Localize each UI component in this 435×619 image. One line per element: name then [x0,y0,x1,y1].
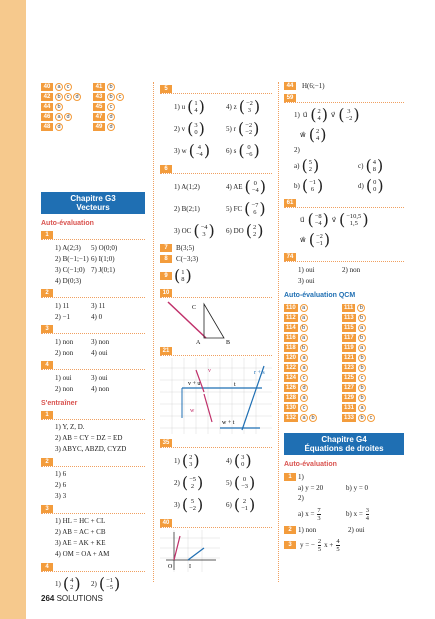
chapter-title: Chapitre G4 [321,435,367,444]
answer: 3) AE = AK + KE [55,539,106,547]
point-label-b: B [226,340,231,346]
answer-letter: c [64,93,72,101]
question-number: 123 [344,365,355,371]
exercise-number: 8 [160,255,172,263]
vector-label: t [234,382,236,388]
qcm-entry [342,324,400,332]
exercise-number: 10 [160,289,172,297]
question-number: 121 [344,355,355,361]
answer-label: 2) v [174,125,186,133]
answer: 1) Y, Z, D. [55,423,85,431]
qcm-row [284,333,404,343]
answer-letter: b [107,93,115,101]
vector-label: w + t [222,420,235,426]
answer: H(6;−1) [302,82,325,90]
column-3: 44 H(6;−1) 59 1) u⃗ ( 2 4 ) v⃗ ( 3 −2 ) w⃗ ( 2 4 ) 2) a) ( 5 2 ) c) ( 4 8 ) b) ( −1 6 ) d) ( 0 0 ) 61 u⃗ ( −8 −4 ) v⃗ ( −10,5 1,5 ) w⃗ ( −2 −1 ) 74 1) oui 2) non 3) oui Auto-évaluation QCM 110 a 111 b 112 a 113 b 114 b 115 a 116 a 117 b 118 b 119 a 120 a 121 b 122 a 123 b 124 c 125 c 126 d 127 b 128 a 129 b 130 c 131 a 132 a b 133 b c Chapitre G4 Équations de droites Auto-évaluation 1 1) a) y = 20 b) y = 0 2) a) x = 7 3 b) x = 3 4 2 1) non 2) oui 3 y = − 2 5 x + 4 5 [284,82,404,555]
column-vector: ( −1 −5 ) [98,574,121,593]
fraction: 2 5 [317,537,322,553]
column-1 [41,82,145,594]
answer-letter: d [300,384,308,392]
answer: 4) non [91,384,110,393]
question-number: 112 [286,315,296,321]
answer-letter: a [300,394,308,402]
qcm-row [284,303,404,313]
answer-letter: a [300,364,308,372]
exercise-number: 5 [160,85,172,93]
answer-letter: d [73,93,81,101]
question-number: 129 [344,395,355,401]
answer-row [160,472,272,494]
question-number: 119 [344,345,354,351]
answer-letter: b [358,414,366,422]
answer: y = − [300,541,315,549]
answer-letter: a [358,404,366,412]
vector-label: r + s [254,370,265,376]
answer: 1) A(2;3) [55,243,81,252]
qcm-row [284,353,404,363]
qcm-answers-40-49 [41,82,145,132]
qcm-row [284,373,404,383]
column-vector: ( 0 −6 ) [238,141,260,160]
column-vector: ( 1 8 ) [174,266,192,285]
answer: B(3;5) [176,244,195,252]
answer: 1) oui [298,265,315,274]
answer-label: 2) B(2;1) [174,205,200,213]
qcm-row [41,122,145,132]
question-number: 40 [41,83,53,91]
answer-letter: a [300,304,308,312]
answer-label: 6) s [226,147,237,155]
answer-letter: b [358,334,366,342]
answer-letter: a [55,113,63,121]
answer: 4) OM = OA + AM [55,550,110,558]
answer-row [160,220,272,242]
answer: 2) non [342,265,361,274]
question-number: 133 [344,415,355,421]
column-vector: ( −5 2 ) [181,473,204,492]
qcm-entry [342,404,400,412]
column-vector: ( 0 0 ) [365,176,384,195]
answer-label: 1) u [174,103,186,111]
answer-letter: b [300,324,308,332]
question-number: 48 [41,123,53,131]
column-vector: ( −2 −1 ) [308,230,331,249]
answer-letter: c [116,93,124,101]
answer: 2) 6 [55,481,67,489]
answer-letter: d [64,113,72,121]
qcm-entry [284,414,342,422]
answer-row [160,494,272,516]
column-vector: ( −4 3 ) [193,221,215,240]
qcm-row [284,323,404,333]
answer-label: 5) FC [226,205,243,213]
qcm-entry [93,103,145,111]
question-number: 127 [344,385,355,391]
footer-label: SOLUTIONS [56,594,103,603]
column-vector: ( 3 −2 ) [338,105,360,124]
answer-label: 4) AE [226,183,243,191]
qcm-entry [342,354,400,362]
column-vector: ( 5 2 ) [301,156,320,175]
qcm-entry [93,93,145,101]
page-margin-band [0,0,26,619]
answer-label: 3) w [174,147,187,155]
question-number: 120 [286,355,297,361]
column-vector: ( 3 0 ) [233,451,252,470]
qcm-row [284,403,404,413]
answer-letter: d [55,123,63,131]
column-vector: ( 2 2 ) [245,221,264,240]
column-vector: ( −2 −2 ) [237,119,260,138]
answer-row [160,198,272,220]
exercise-number: 2 [284,526,296,534]
vector-label: w [190,408,195,414]
answer-label: 2) [174,479,180,487]
answer-label: 3) [174,501,180,509]
answer-label: 6) DO [226,227,244,235]
qcm-entry [41,123,93,131]
page-footer [41,594,103,603]
answer-row [160,176,272,198]
answer-label: 1) [55,580,61,588]
question-number: 47 [93,113,105,121]
answer: 2) AB = CY = DZ = ED [55,434,123,442]
answer-letter: b [358,364,366,372]
exercise-number: 74 [284,253,296,261]
answer: b) y = 0 [346,483,369,492]
exercise-number: 7 [160,244,172,252]
exercise-5-answers [160,96,272,162]
vector-label: v [208,368,211,374]
section-s-entrainer: S'entraîner [41,400,78,407]
answer: 2) non [55,348,74,357]
qcm-entry [41,103,93,111]
question-number: 118 [286,345,296,351]
qcm-entry [41,113,93,121]
chapter-g3-banner [41,192,145,214]
answer: 5) O(0;0) [91,243,118,252]
answer: 4) D(0;3) [55,276,82,285]
answer-letter: b [309,414,317,422]
answer-letter: a [55,83,63,91]
question-number: 116 [286,335,296,341]
exercise-number: 4 [41,361,53,369]
column-vector: ( 0 −4 ) [244,177,266,196]
answer-label: 1) [298,473,304,481]
answer: 1) oui [55,373,72,382]
answer-letter: c [358,374,366,382]
question-number: 131 [344,405,355,411]
fraction: 3 4 [365,506,370,522]
question-number: 126 [286,385,297,391]
answer-label: 2) [298,494,304,502]
figure-axes [160,530,220,572]
question-number: 114 [286,325,296,331]
answer-letter: b [107,83,115,91]
answer-letter: d [107,123,115,131]
answer-label: 1) A(1;2) [174,183,200,191]
column-vector: ( −2 3 ) [238,97,261,116]
qcm-entry [41,93,93,101]
qcm-entry [284,314,342,322]
vector-label: v + u [188,381,201,387]
exercise-number: 3 [41,325,53,333]
answer: 3) C(−1;0) [55,265,85,274]
answer-letter: b [300,344,308,352]
column-vector: ( −10,5 1,5 ) [339,210,369,229]
chapter-subtitle: Vecteurs [76,203,110,212]
question-number: 130 [286,405,297,411]
answer: 1) non [298,525,317,534]
qcm-entry [342,304,400,312]
answer-row [160,450,272,472]
column-vector: ( 0 −3 ) [233,473,256,492]
qcm-entry [284,384,342,392]
point-label-c: C [192,305,197,311]
answer-letter: c [107,103,115,111]
answer: 6) I(1;0) [91,254,115,263]
qcm-entry [284,334,342,342]
answer-letter: c [300,404,308,412]
answer-letter: b [55,93,63,101]
answer: 2) AB = AC + CB [55,528,106,536]
answer: 3) 3 [55,492,67,500]
qcm-entry [342,344,400,352]
answer-row [160,140,272,162]
qcm-entry [342,364,400,372]
answer: 7) J(0;1) [91,265,115,274]
column-2 [160,82,272,574]
unit-label: I [189,564,191,570]
qcm-entry [284,394,342,402]
answer: 2) non [55,384,74,393]
answer-letter: c [300,374,308,382]
qcm-row [41,82,145,92]
answer-letter: d [107,113,115,121]
qcm-entry [342,394,400,402]
exercise-35-answers [160,450,272,516]
answer-row [160,118,272,140]
answer: 4) oui [91,348,108,357]
qcm-row [284,343,404,353]
chapter-subtitle: Équations de droites [304,444,384,453]
question-number: 41 [93,83,105,91]
question-number: 125 [344,375,355,381]
column-divider [153,82,154,582]
exercise-number: 40 [160,519,172,527]
qcm-row [41,102,145,112]
answer: 3) 11 [91,301,106,310]
fraction: 4 5 [336,537,340,553]
answer-letter: a [300,314,308,322]
question-number: 128 [286,395,297,401]
qcm-row [41,112,145,122]
answer-label: 4) [226,457,232,465]
answer-label: 1) [294,111,300,119]
exercise-number: 6 [160,165,172,173]
question-number: 113 [344,315,354,321]
column-vector: ( 2 4 ) [308,125,327,144]
answer-label: 6) [226,501,232,509]
column-vector: ( 2 4 ) [310,105,329,124]
qcm-row [284,413,404,423]
answer-letter: b [358,354,366,362]
qcm-row [284,393,404,403]
answer-letter: a [300,354,308,362]
exercise-number: 1 [41,411,53,419]
qcm-entry [342,414,400,422]
column-vector: ( 4 −4 ) [188,141,211,160]
column-vector: ( −8 −4 ) [307,210,329,229]
exercise-number: 3 [41,505,53,513]
qcm-entry [284,364,342,372]
answer: 1) non [55,337,74,346]
answer-letter: b [358,394,366,402]
answer: 2) −1 [55,312,71,321]
exercise-number: 35 [160,439,172,447]
answer: x + [324,541,334,549]
answer: 2) B(−1;−1) [55,254,89,263]
question-number: 45 [93,103,105,111]
question-number: 115 [344,325,354,331]
answer: 2) oui [348,525,365,534]
qcm-entry [342,374,400,382]
qcm-entry [342,334,400,342]
column-vector: ( 2 3 ) [181,451,200,470]
question-number: 132 [286,415,297,421]
answer: 4) 0 [91,312,103,321]
qcm-row [284,363,404,373]
section-auto-evaluation: Auto-évaluation [284,461,337,468]
question-number: 43 [93,93,105,101]
exercise-number: 21 [160,347,172,355]
chapter-title: Chapitre G3 [70,194,116,203]
exercise-number: 61 [284,199,296,207]
page-number: 264 [41,594,55,603]
question-number: 124 [286,375,297,381]
qcm-row [41,92,145,102]
qcm-entry [41,83,93,91]
column-vector: ( −1 6 ) [301,176,324,195]
origin-label: O [168,564,173,570]
point-label-a: A [196,340,201,346]
answer-letter: b [357,304,365,312]
question-number: 110 [286,305,296,311]
answer: 3) non [91,337,110,346]
qcm-entry [342,384,400,392]
exercise-number: 9 [160,272,172,280]
column-vector: ( 4 8 ) [365,156,384,175]
exercise-number: 1 [284,473,296,481]
answer: 1) HL = HC + CL [55,517,106,525]
exercise-number: 2 [41,289,53,297]
qcm-entry [342,314,400,322]
qcm-entry [93,123,145,131]
answer: 3) oui [298,276,315,285]
qcm-entry [93,83,145,91]
question-number: 46 [41,113,53,121]
qcm-entry [284,344,342,352]
answer-label: 5) r [226,125,236,133]
question-number: 122 [286,365,297,371]
question-number: 111 [344,305,354,311]
exercise-number: 3 [284,541,296,549]
answer-letter: a [358,344,366,352]
fraction: 7 3 [317,506,321,522]
answer-label: 2) [294,146,300,154]
qcm-row [284,383,404,393]
answer-letter: b [55,103,63,111]
column-vector: ( 5 −2 ) [181,495,204,514]
answer-label: 2) [91,580,97,588]
chapter-g4-banner [284,433,404,455]
section-auto-evaluation: Auto-évaluation [41,220,94,227]
answer: 1) 6 [55,470,67,478]
exercise-number: 1 [41,231,53,239]
answer-letter: b [358,384,366,392]
answer-letter: c [64,83,72,91]
qcm-entry [284,354,342,362]
answer-letter: a [358,324,366,332]
question-number: 42 [41,93,53,101]
question-number: 49 [93,123,105,131]
answer: 3) ABYC, ABZD, CYZD [55,445,127,453]
column-vector: ( 3 0 ) [187,119,205,138]
answer-letter: c [367,414,375,422]
figure-vector-grid [160,358,272,434]
qcm-entry [284,404,342,412]
answer: 3) oui [91,373,108,382]
qcm-row [284,313,404,323]
column-vector: ( 4 2 ) [62,574,81,593]
answer-label: 3) OC [174,227,192,235]
column-vector: ( 2 −1 ) [233,495,256,514]
exercise-number: 59 [284,94,296,102]
question-number: 44 [41,103,53,111]
qcm-entry [284,304,342,312]
answer: C(−3;3) [176,255,199,263]
qcm-entry [284,324,342,332]
answer: a) y = 20 [298,483,324,492]
exercise-number: 2 [41,458,53,466]
column-vector: ( 1 4 ) [187,97,205,116]
answer-label: 4) z [226,103,237,111]
answer-row [160,96,272,118]
answer-label: 5) [226,479,232,487]
exercise-number: 4 [41,563,53,571]
answer-label: 1) [174,457,180,465]
exercise-number: 44 [284,82,296,90]
qcm-entry [284,374,342,382]
exercise-6-answers [160,176,272,242]
qcm-entry [93,113,145,121]
column-divider [278,82,279,582]
figure-triangle [160,300,270,346]
answer-letter: b [358,314,366,322]
answer-letter: a [300,414,308,422]
answer-letter: a [300,334,308,342]
qcm-answers-110-133 [284,303,404,423]
column-vector: ( −7 6 ) [244,199,266,218]
section-qcm: Auto-évaluation QCM [284,292,356,299]
question-number: 117 [344,335,354,341]
answer: 1) 11 [55,301,70,310]
